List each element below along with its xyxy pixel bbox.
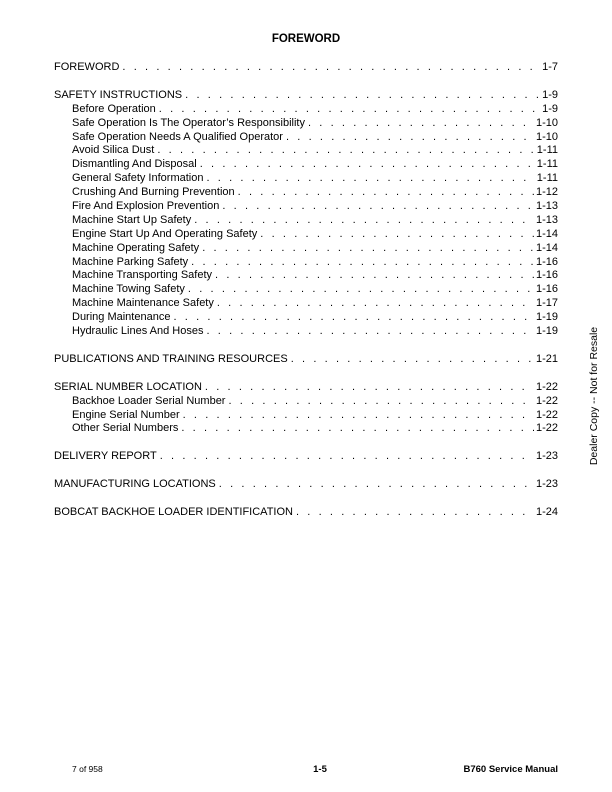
toc-entry-page: 1-24	[535, 506, 558, 519]
toc-subentry[interactable]	[54, 395, 558, 409]
toc-dot-leader	[157, 144, 534, 158]
toc-entry[interactable]	[54, 450, 558, 464]
toc-entry-label: FOREWORD	[54, 61, 120, 73]
page-title: FOREWORD	[271, 33, 341, 45]
toc-entry[interactable]	[54, 89, 558, 103]
toc-entry-page: 1-23	[535, 450, 558, 463]
toc-group	[54, 506, 558, 520]
toc-dot-leader	[217, 297, 534, 311]
toc-dot-leader	[205, 381, 534, 395]
toc-entry-label: Machine Towing Safety	[72, 283, 185, 296]
toc-entry-label: SERIAL NUMBER LOCATION	[54, 380, 202, 393]
toc-entry-page: 1-13	[535, 200, 558, 213]
table-of-contents	[54, 61, 558, 534]
toc-entry-label: Dismantling And Disposal	[72, 158, 197, 171]
toc-dot-leader	[222, 200, 534, 214]
toc-entry-page: 1-11	[536, 144, 558, 157]
toc-entry-label: General Safety Information	[72, 172, 204, 185]
toc-subentry[interactable]	[54, 200, 558, 214]
toc-entry-label: Before Operation	[72, 102, 156, 115]
toc-entry-page: 1-7	[542, 61, 558, 73]
toc-entry[interactable]	[54, 506, 558, 520]
toc-subentry[interactable]	[54, 297, 558, 311]
toc-entry-page: 1-14	[535, 227, 558, 240]
toc-entry-page: 1-11	[536, 158, 558, 171]
toc-dot-leader	[206, 172, 534, 186]
toc-dot-leader	[188, 283, 534, 297]
toc-entry[interactable]	[54, 61, 558, 75]
toc-entry[interactable]	[54, 381, 558, 395]
toc-subentry[interactable]	[54, 158, 558, 172]
toc-entry-page: 1-10	[535, 116, 558, 129]
toc-dot-leader	[291, 353, 534, 367]
toc-entry-label: Hydraulic Lines And Hoses	[72, 325, 204, 338]
toc-subentry[interactable]	[54, 214, 558, 228]
toc-entry-label: Machine Maintenance Safety	[72, 297, 214, 310]
toc-dot-leader	[160, 450, 534, 464]
toc-dot-leader	[159, 103, 540, 117]
toc-dot-leader	[206, 325, 534, 339]
toc-subentry[interactable]	[54, 325, 558, 339]
toc-entry-page: 1-19	[535, 325, 558, 338]
toc-subentry[interactable]	[54, 409, 558, 423]
toc-subentry[interactable]	[54, 186, 558, 200]
footer-page-number: 1-5	[313, 764, 327, 775]
toc-entry-page: 1-22	[535, 422, 558, 435]
toc-entry-label: BOBCAT BACKHOE LOADER IDENTIFICATION	[54, 506, 293, 519]
toc-entry-label: Machine Operating Safety	[72, 241, 200, 254]
toc-subentry[interactable]	[54, 228, 558, 242]
toc-entry-page: 1-22	[535, 408, 558, 421]
toc-group	[54, 353, 558, 367]
watermark-side-text: Dealer Copy -- Not for Resale	[588, 326, 600, 466]
toc-subentry[interactable]	[54, 422, 558, 436]
toc-entry-page: 1-16	[535, 269, 558, 282]
toc-subentry[interactable]	[54, 242, 558, 256]
toc-entry-page: 1-14	[535, 241, 558, 254]
toc-group	[54, 381, 558, 437]
toc-entry-page: 1-12	[535, 186, 558, 199]
toc-dot-leader	[194, 214, 534, 228]
toc-entry-label: Machine Transporting Safety	[72, 269, 213, 282]
toc-entry-label: Backhoe Loader Serial Number	[72, 394, 226, 407]
toc-entry-page: 1-21	[535, 352, 558, 365]
toc-entry-page: 1-11	[536, 172, 558, 185]
toc-subentry[interactable]	[54, 269, 558, 283]
toc-dot-leader	[215, 269, 534, 283]
toc-entry-page: 1-22	[535, 380, 558, 393]
toc-entry[interactable]	[54, 478, 558, 492]
toc-entry-page: 1-22	[535, 394, 558, 407]
toc-dot-leader	[185, 89, 540, 103]
toc-entry-page: 1-16	[535, 283, 558, 296]
toc-entry-page: 1-10	[535, 130, 558, 143]
footer-page-count: 7 of 958	[72, 764, 103, 774]
toc-dot-leader	[122, 61, 540, 75]
toc-entry-label: Safe Operation Needs A Qualified Operator	[72, 130, 283, 143]
toc-subentry[interactable]	[54, 103, 558, 117]
toc-subentry[interactable]	[54, 131, 558, 145]
toc-entry-label: Avoid Silica Dust	[72, 144, 155, 157]
toc-entry-page: 1-9	[542, 88, 558, 101]
toc-dot-leader	[181, 422, 534, 436]
toc-entry-label: During Maintenance	[72, 311, 171, 324]
toc-subentry[interactable]	[54, 144, 558, 158]
footer-manual-title: B760 Service Manual	[463, 764, 558, 775]
toc-subentry[interactable]	[54, 256, 558, 270]
toc-dot-leader	[296, 506, 534, 520]
toc-entry[interactable]	[54, 353, 558, 367]
toc-dot-leader	[286, 131, 534, 145]
toc-entry-label: Safe Operation Is The Operator’s Responsibility	[72, 116, 305, 129]
toc-dot-leader	[238, 186, 534, 200]
toc-entry-label: SAFETY INSTRUCTIONS	[54, 88, 183, 101]
toc-entry-page: 1-13	[535, 213, 558, 226]
toc-entry-label: PUBLICATIONS AND TRAINING RESOURCES	[54, 352, 288, 365]
toc-entry-label: Fire And Explosion Prevention	[72, 200, 220, 213]
toc-dot-leader	[308, 117, 534, 131]
toc-entry-label: Machine Parking Safety	[72, 255, 189, 268]
toc-dot-leader	[200, 158, 535, 172]
toc-subentry[interactable]	[54, 117, 558, 131]
toc-dot-leader	[260, 228, 534, 242]
toc-dot-leader	[219, 478, 534, 492]
toc-dot-leader	[183, 409, 534, 423]
toc-subentry[interactable]	[54, 311, 558, 325]
toc-dot-leader	[228, 395, 533, 409]
toc-entry-page: 1-16	[535, 255, 558, 268]
toc-entry-label: DELIVERY REPORT	[54, 450, 157, 463]
toc-entry-page: 1-23	[535, 478, 558, 491]
toc-entry-page: 1-9	[542, 102, 558, 115]
toc-subentry[interactable]	[54, 172, 558, 186]
toc-dot-leader	[173, 311, 534, 325]
toc-group	[54, 478, 558, 492]
toc-dot-leader	[202, 242, 534, 256]
toc-entry-page: 1-17	[535, 297, 558, 310]
toc-entry-label: Engine Start Up And Operating Safety	[72, 227, 258, 240]
toc-entry-page: 1-19	[535, 311, 558, 324]
toc-subentry[interactable]	[54, 283, 558, 297]
toc-group	[54, 61, 558, 75]
toc-entry-label: Other Serial Numbers	[72, 422, 179, 435]
toc-entry-label: Crushing And Burning Prevention	[72, 186, 235, 199]
toc-entry-label: MANUFACTURING LOCATIONS	[54, 478, 216, 491]
toc-group	[54, 89, 558, 339]
toc-entry-label: Machine Start Up Safety	[72, 213, 192, 226]
toc-entry-label: Engine Serial Number	[72, 408, 180, 421]
toc-dot-leader	[191, 256, 534, 270]
toc-group	[54, 450, 558, 464]
